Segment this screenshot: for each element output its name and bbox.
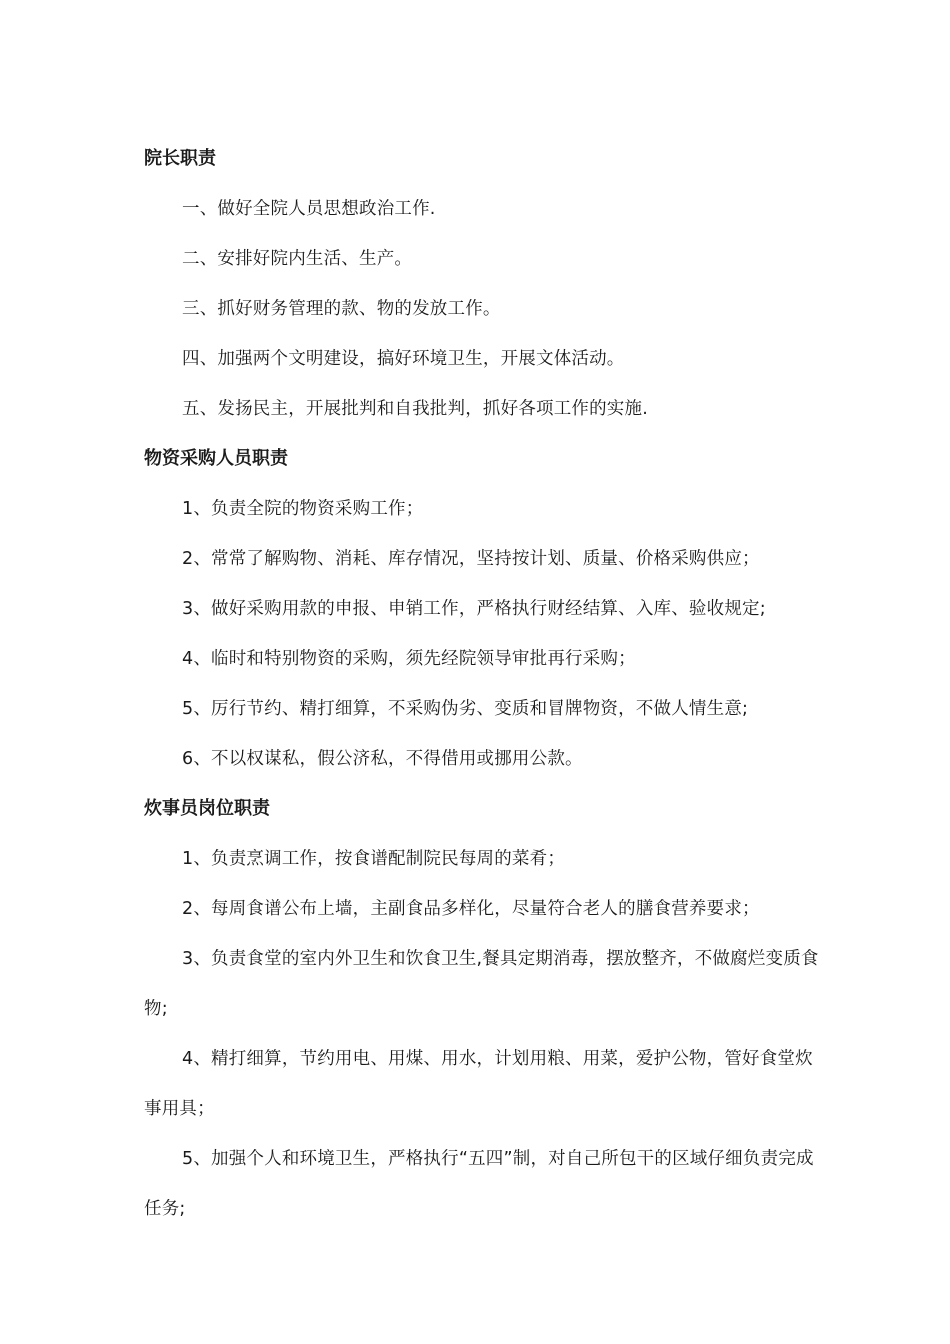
list-item: 2、每周食谱公布上墙，主副食品多样化，尽量符合老人的膳食营养要求； [182, 899, 760, 919]
list-item: 5、厉行节约、精打细算，不采购伪劣、变质和冒牌物资，不做人情生意; [182, 699, 749, 719]
list-item: 3、负责食堂的室内外卫生和饮食卫生,餐具定期消毒，摆放整齐，不做腐烂变质食物; [144, 949, 819, 1019]
document-body [144, 134, 824, 1234]
list-item: 1、负责全院的物资采购工作； [182, 499, 424, 519]
list-item: 5、加强个人和环境卫生，严格执行“五四”制，对自己所包干的区域仔细负责完成任务; [144, 1149, 814, 1219]
list-item: 4、临时和特别物资的采购，须先经院领导审批再行采购； [182, 649, 636, 669]
list-item: 一、做好全院人员思想政治工作. [182, 199, 436, 219]
list-item: 2、常常了解购物、消耗、库存情况，坚持按计划、质量、价格采购供应； [182, 549, 760, 569]
list-item: 4、精打细算，节约用电、用煤、用水，计划用粮、用菜，爱护公物，管好食堂炊事用具； [144, 1049, 813, 1119]
list-item: 二、安排好院内生活、生产。 [182, 249, 413, 269]
list-item: 1、负责烹调工作，按食谱配制院民每周的菜肴； [182, 849, 566, 869]
list-item: 6、不以权谋私，假公济私，不得借用或挪用公款。 [182, 749, 583, 769]
list-item: 3、做好采购用款的申报、申销工作，严格执行财经结算、入库、验收规定; [182, 599, 766, 619]
list-item: 四、加强两个文明建设，搞好环境卫生，开展文体活动。 [182, 349, 625, 369]
list-item: 五、发扬民主，开展批判和自我批判，抓好各项工作的实施. [182, 399, 648, 419]
list-item: 三、抓好财务管理的款、物的发放工作。 [182, 299, 501, 319]
section-title-purchasing: 物资采购人员职责 [144, 448, 288, 469]
section-title-director: 院长职责 [144, 148, 216, 169]
section-title-cook: 炊事员岗位职责 [144, 798, 270, 819]
